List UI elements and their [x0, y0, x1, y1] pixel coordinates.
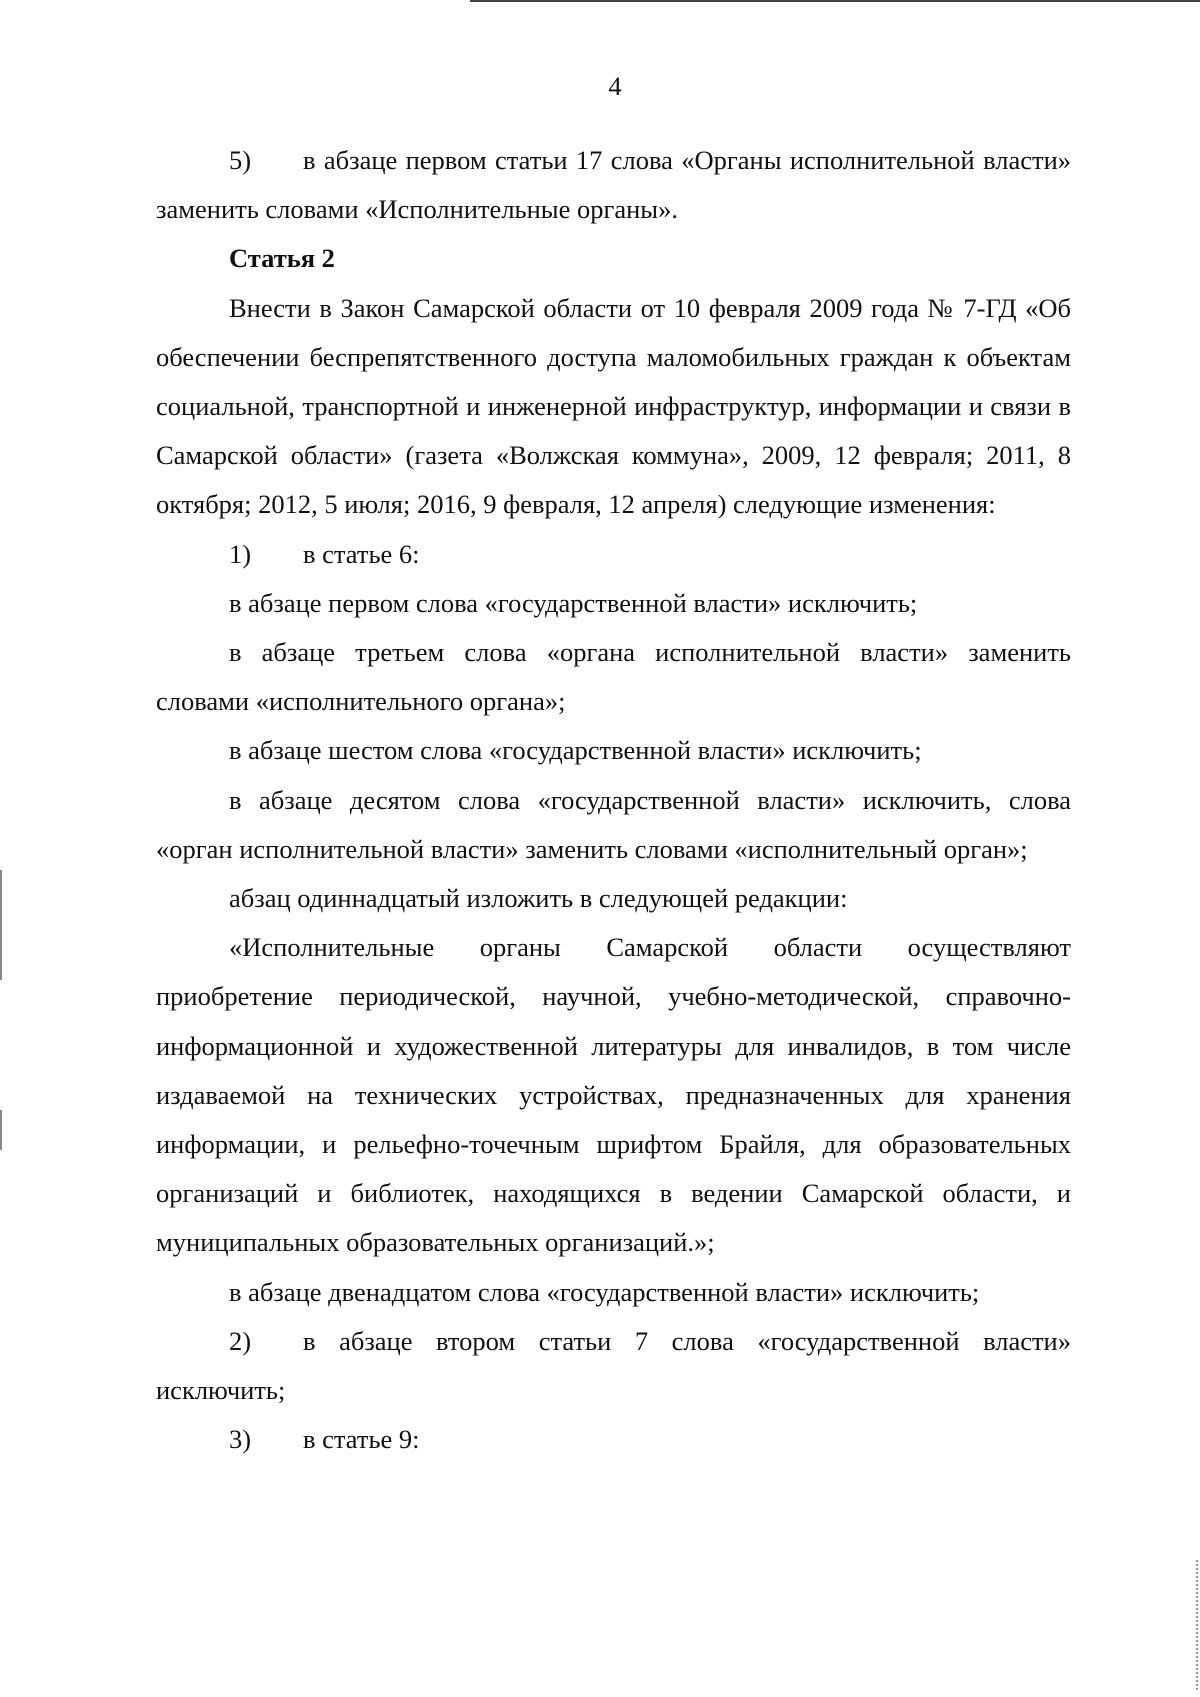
left-margin-mark [0, 1110, 2, 1150]
item-number: 2) [229, 1325, 252, 1356]
right-margin-mark [1196, 1560, 1198, 1690]
paragraph-text: в статье 6: [303, 538, 420, 569]
paragraph-item-5 [156, 136, 1071, 234]
item-number: 5) [229, 145, 252, 175]
paragraph: в абзаце двенадцатом слова «государственной власти» исключить; [229, 1276, 980, 1307]
document-body [156, 136, 1071, 1464]
paragraph: в абзаце третьем слова «органа исполнительной власти» заменить словами «исполнительного органа»; [156, 637, 1071, 717]
paragraph: в абзаце первом слова «государственной власти» исключить; [229, 587, 918, 618]
paragraph-intro: Внести в Закон Самарской области от 10 февраля 2009 года № 7-ГД «Об обеспечении беспрепятственного доступа маломобильных граждан к объектам социальной, транспортной и инженерной инфраструктур, информации и связи в Самарской области» (газета «Волжская коммуна», 2009, 12 февраля; 2011, 8 октября; 2012, 5 июля; 2016, 9 февраля, 12 апреля) следующие изменения: [156, 292, 1071, 520]
paragraph: абзац одиннадцатый изложить в следующей редакции: [229, 883, 848, 914]
paragraph-item-1 [156, 530, 1071, 579]
paragraph: в абзаце десятом слова «государственной власти» исключить, слова «орган исполнительной власти» заменить словами «исполнительный орган»; [156, 784, 1071, 864]
paragraph-text: в абзаце первом статьи 17 слова «Органы исполнительной власти» заменить словами «Исполнительные органы». [156, 145, 1071, 225]
top-edge-line [470, 0, 1200, 2]
item-number: 3) [229, 1424, 252, 1455]
paragraph-item-3 [156, 1415, 1071, 1464]
paragraph-item-2 [156, 1317, 1071, 1415]
paragraph-quote: «Исполнительные органы Самарской области осуществляют приобретение периодической, научной, учебно-методической, справочно-информационной и художественной литературы для инвалидов, в том числе издаваемой на технических устройствах, предназначенных для хранения информации, и рельефно-точечным шрифтом Брайля, для образовательных организаций и библиотек, находящихся в ведении Самарской области, и муниципальных образовательных организаций.»; [156, 932, 1071, 1258]
item-number: 1) [229, 538, 252, 569]
left-margin-mark [0, 870, 2, 980]
paragraph-text: в абзаце втором статьи 7 слова «государственной власти» исключить; [156, 1325, 1071, 1406]
paragraph: в абзаце шестом слова «государственной власти» исключить; [229, 735, 922, 766]
paragraph-text: в статье 9: [303, 1424, 420, 1455]
page-number: 4 [608, 71, 622, 101]
article-heading: Статья 2 [229, 243, 335, 274]
